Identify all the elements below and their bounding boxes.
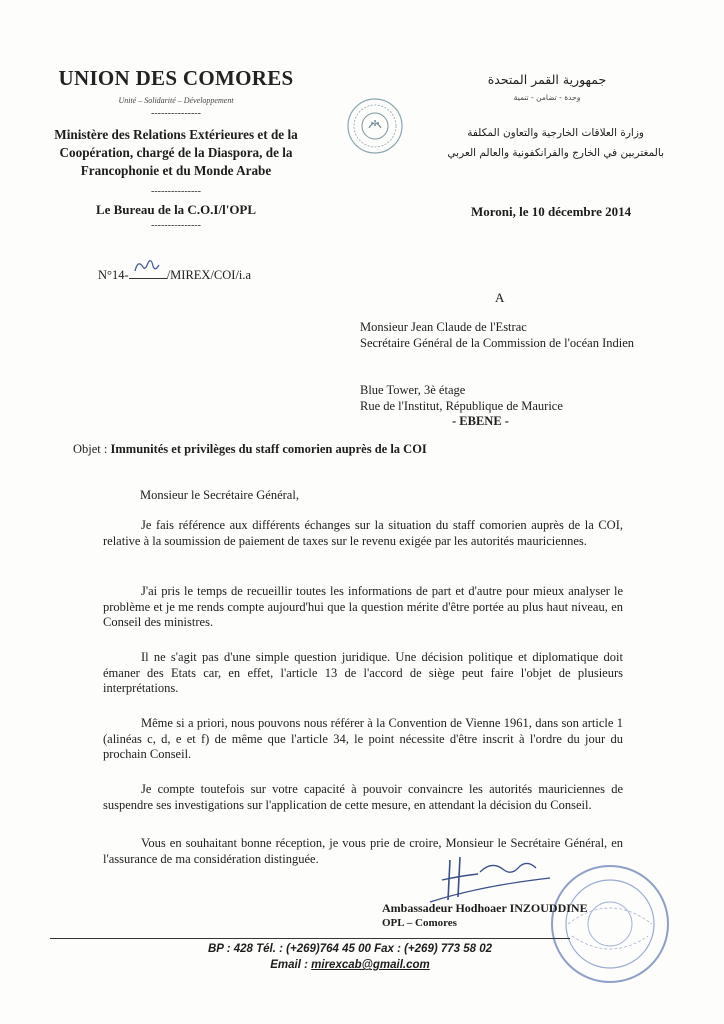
letterhead-country: UNION DES COMORES <box>58 66 294 90</box>
letter-date: Moroni, le 10 décembre 2014 <box>471 204 632 219</box>
recipient-city: - EBENE - <box>452 414 509 428</box>
footer-email <box>110 959 590 971</box>
footer-email-label: Email : <box>270 959 312 971</box>
footer-divider <box>50 938 570 939</box>
body-paragraph-1: Je fais référence aux différents échanges sur la situation du staff comorien auprès de la COI, relative à la soumission de paiement de taxes sur le revenu exigée par les autorités mauriciennes. <box>103 518 623 548</box>
body-paragraph-3: Il ne s'agit pas d'une simple question juridique. Une décision politique et diplomatique doit émaner des Etats car, en effet, l'article 13 de l'accord de siège peut faire l'objet de plusieurs interprétations. <box>103 650 623 695</box>
divider-dashes: --------------- <box>151 108 201 119</box>
reference-number <box>98 266 251 283</box>
address-line1: Blue Tower, 3è étage <box>360 383 466 397</box>
recipient-title: Secrétaire Général de la Commission de l'océan Indien <box>360 335 635 350</box>
letterhead-country-arabic: جمهورية القمر المتحدة <box>487 72 607 87</box>
handwritten-number-mark <box>129 266 167 279</box>
bureau-name: Le Bureau de la C.O.I/l'OPL <box>95 202 257 217</box>
recipient-to: A <box>495 290 505 305</box>
recipient-block <box>360 320 660 351</box>
recipient-name: Monsieur Jean Claude de l'Estrac <box>360 320 527 334</box>
footer-contact: BP : 428 Tél. : (+269)764 45 00 Fax : (+269) 773 58 02 <box>207 943 493 955</box>
signatory-title: OPL – Comores <box>382 917 457 929</box>
divider-dashes: --------------- <box>151 186 201 197</box>
body-paragraph-5: Je compte toutefois sur votre capacité à pouvoir convaincre les autorités mauriciennes de suspendre ses investigations sur l'application de cette mesure, en attendant la décision du Conseil. <box>103 782 623 812</box>
body-paragraph-2: J'ai pris le temps de recueillir toutes les informations de part et d'autre pour mieux analyser le problème et je me rends compte aujourd'hui que la question mérite d'être portée au plus haut niveau, en Conseil des ministres. <box>103 584 623 629</box>
ministry-name-arabic-line1: وزارة العلاقات الخارجية والتعاون المكلفة <box>467 127 644 139</box>
body-paragraph-4: Même si a priori, nous pouvons nous référer à la Convention de Vienne 1961, dans son article 1 (alinéas c, d, e et f) de même que l'article 34, le point nécessite d'être inscrit à l'ordre du jour du prochain Conseil. <box>103 716 623 761</box>
greeting: Monsieur le Secrétaire Général, <box>140 488 299 502</box>
divider-dashes: --------------- <box>151 220 201 231</box>
recipient-address <box>360 383 660 414</box>
ministry-name: Ministère des Relations Extérieures et de la Coopération, chargé de la Diaspora, de la Francophonie et du Monde Arabe <box>54 127 298 178</box>
address-line2: Rue de l'Institut, République de Maurice <box>360 398 563 413</box>
reference-prefix: N°14- <box>98 268 129 282</box>
signatory-name: Ambassadeur Hodhoaer INZOUDDINE <box>382 901 588 915</box>
closing-paragraph: Vous en souhaitant bonne réception, je vous prie de croire, Monsieur le Secrétaire Général, en l'assurance de ma considération distinguée. <box>103 836 623 866</box>
ministry-name-arabic-line2: بالمغتربين في الخارج والفرانكفونية والعالم العربي <box>447 147 664 159</box>
letterhead-motto-arabic: وحدة - تضامن - تنمية <box>513 93 581 102</box>
letterhead-motto: Unité – Solidarité – Développement <box>118 96 234 105</box>
reference-suffix: /MIREX/COI/i.a <box>166 268 252 282</box>
email-link[interactable]: mirexcab@gmail.com <box>311 959 430 971</box>
subject-text: Immunités et privilèges du staff comorien auprès de la COI <box>110 442 427 456</box>
subject-label: Objet : <box>73 442 111 456</box>
subject-line <box>73 442 427 457</box>
